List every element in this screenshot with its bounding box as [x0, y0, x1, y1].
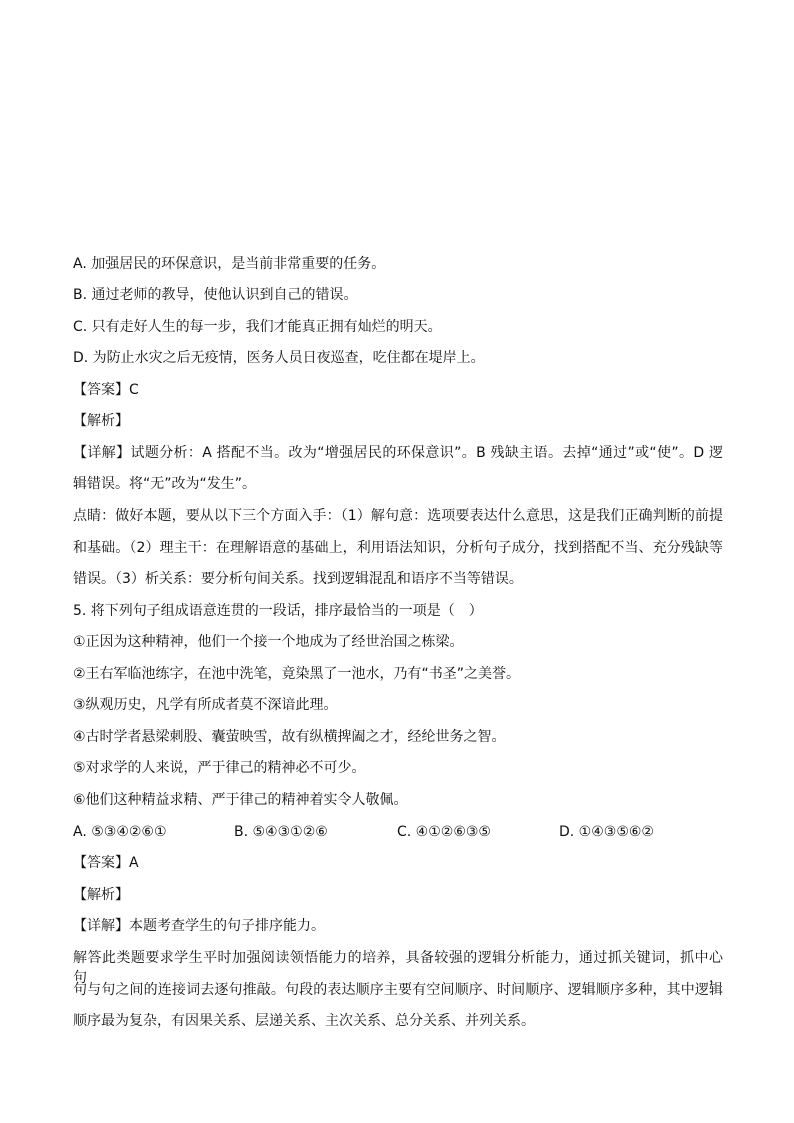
q5-stem: 5. 将下列句子组成语意连贯的一段话，排序最恰当的一项是（ ）	[73, 603, 483, 619]
q5-option-d: D. ①④③⑤⑥②	[559, 824, 654, 840]
q4-detail-line-1: 【详解】试题分析：A 搭配不当。改为“增强居民的环保意识”。B 残缺主语。去掉“通过”或“使”。D 逻	[73, 445, 723, 461]
q5-option-a: A. ⑤③④②⑥①	[73, 824, 167, 840]
q5-explanation-line-1: 解答此类题要求学生平时加强阅读领悟能力的培养，具备较强的逻辑分析能力，通过抓关键词，抓中心句，	[73, 950, 723, 986]
q5-options-row	[73, 822, 723, 842]
q4-option-c: C. 只有走好人生的每一步，我们才能真正拥有灿烂的明天。	[73, 319, 442, 335]
q4-tips-line-1: 点睛：做好本题，要从以下三个方面入手：（1）解句意：选项要表达什么意思，这是我们正确判断的前提	[73, 508, 723, 524]
q4-option-d: D. 为防止水灾之后无疫情，医务人员日夜巡查，吃住都在堤岸上。	[73, 350, 485, 366]
q4-option-b: B. 通过老师的教导，使他认识到自己的错误。	[73, 287, 358, 303]
q5-detail: 【详解】本题考查学生的句子排序能力。	[73, 918, 325, 934]
q5-analysis-label: 【解析】	[73, 887, 129, 903]
q5-sentence-3: ③纵观历史，凡学有所成者莫不深谙此理。	[73, 697, 338, 713]
q5-sentence-6: ⑥他们这种精益求精、严于律己的精神着实令人敬佩。	[73, 792, 408, 808]
q5-sentence-5: ⑤对求学的人来说，严于律己的精神必不可少。	[73, 760, 366, 776]
q5-explanation-line-3: 顺序最为复杂，有因果关系、层递关系、主次关系、总分关系、并列关系。	[73, 1013, 535, 1029]
q5-explanation-line-2: 句与句之间的连接词去逐句推敲。句段的表达顺序主要有空间顺序、时间顺序、逻辑顺序多种，其中逻辑	[73, 982, 723, 998]
q5-sentence-2: ②王右军临池练字，在池中洗笔，竟染黑了一池水，乃有“书圣”之美誉。	[73, 666, 521, 682]
q4-detail-line-2: 辑错误。将“无”改为“发生”。	[73, 476, 257, 492]
q5-option-c: C. ④①②⑥③⑤	[397, 824, 491, 840]
q4-tips-line-2: 和基础。（2）理主干：在理解语意的基础上，利用语法知识，分析句子成分，找到搭配不当、充分残缺等	[73, 540, 723, 556]
q5-option-b: B. ⑤④③①②⑥	[234, 824, 328, 840]
q5-sentence-4: ④古时学者悬梁刺股、囊萤映雪，故有纵横捭阖之才，经纶世务之智。	[73, 729, 506, 745]
q5-answer: 【答案】A	[73, 855, 139, 871]
q4-option-a: A. 加强居民的环保意识，是当前非常重要的任务。	[73, 256, 386, 272]
q5-sentence-1: ①正因为这种精神，他们一个接一个地成为了经世治国之栋梁。	[73, 634, 464, 650]
q4-answer: 【答案】C	[73, 382, 139, 398]
q4-analysis-label: 【解析】	[73, 413, 129, 429]
q4-tips-line-3: 错误。（3）析关系：要分析句间关系。找到逻辑混乱和语序不当等错误。	[73, 571, 523, 587]
